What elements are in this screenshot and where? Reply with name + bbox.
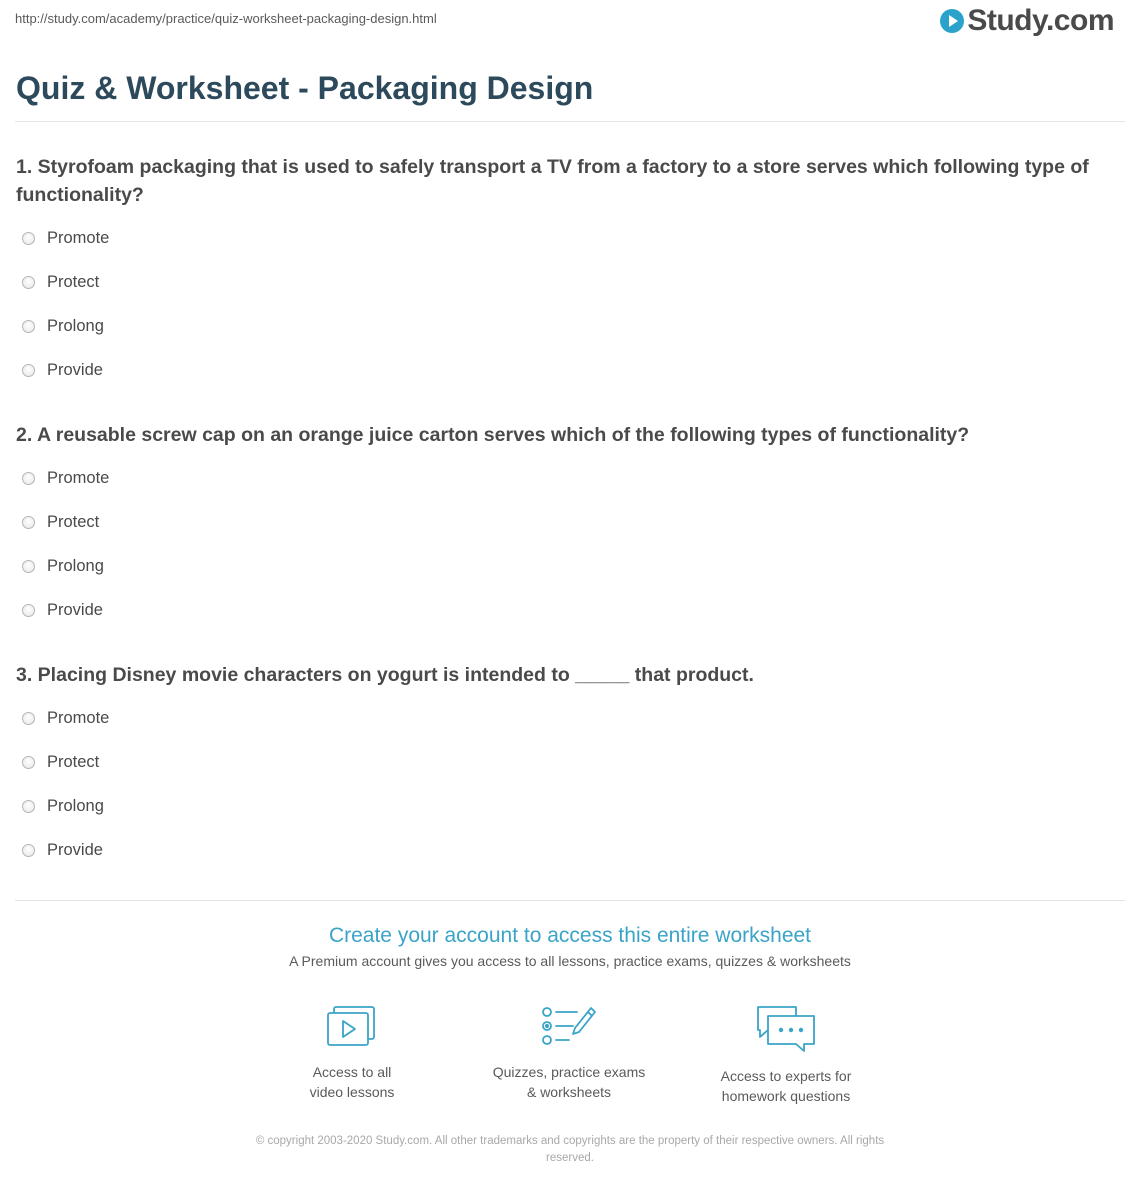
question-1: 1. Styrofoam packaging that is used to safely transport a TV from a factory to a store serves which following type of functionality?: [16, 156, 1089, 206]
feature-video-lessons: [252, 1004, 452, 1102]
page-title: Quiz & Worksheet - Packaging Design: [16, 70, 594, 106]
page-url: http://study.com/academy/practice/quiz-worksheet-packaging-design.html: [15, 11, 437, 26]
question-3-options: [22, 696, 109, 872]
option-label: Prolong: [47, 556, 104, 575]
radio-button[interactable]: [22, 472, 35, 485]
feature-label: Access to experts for: [720, 1068, 852, 1084]
option-label: Promote: [47, 708, 110, 727]
radio-button[interactable]: [22, 712, 35, 725]
answer-option[interactable]: [22, 544, 109, 588]
study-logo[interactable]: [940, 4, 1114, 38]
play-icon: [940, 9, 964, 33]
answer-option[interactable]: [22, 696, 109, 740]
radio-button[interactable]: [22, 756, 35, 769]
answer-option[interactable]: [22, 260, 109, 304]
option-label: Protect: [47, 512, 100, 531]
radio-button[interactable]: [22, 516, 35, 529]
title-divider: [15, 121, 1125, 122]
feature-experts: [686, 1004, 886, 1106]
radio-button[interactable]: [22, 800, 35, 813]
feature-label: homework questions: [721, 1088, 851, 1104]
create-account-link[interactable]: Create your account to access this entire worksheet: [328, 924, 812, 947]
answer-option[interactable]: [22, 588, 109, 632]
question-2: 2. A reusable screw cap on an orange juice carton serves which of the following types of functionality?: [16, 424, 970, 446]
option-label: Promote: [47, 228, 110, 247]
video-lessons-icon: [324, 1004, 380, 1050]
chat-bubbles-icon: [754, 1004, 818, 1054]
option-label: Protect: [47, 272, 100, 291]
answer-option[interactable]: [22, 456, 109, 500]
option-label: Protect: [47, 752, 100, 771]
radio-button[interactable]: [22, 604, 35, 617]
answer-option[interactable]: [22, 500, 109, 544]
radio-button[interactable]: [22, 320, 35, 333]
radio-button[interactable]: [22, 232, 35, 245]
feature-label: Access to all: [312, 1064, 392, 1080]
answer-option[interactable]: [22, 348, 109, 392]
answer-option[interactable]: [22, 828, 109, 872]
feature-label: video lessons: [309, 1084, 395, 1100]
option-label: Prolong: [47, 796, 104, 815]
radio-button[interactable]: [22, 844, 35, 857]
radio-button[interactable]: [22, 560, 35, 573]
question-2-options: [22, 456, 109, 632]
option-label: Provide: [47, 360, 103, 379]
answer-option[interactable]: [22, 216, 109, 260]
question-1-options: [22, 216, 109, 392]
feature-label: Quizzes, practice exams: [492, 1064, 646, 1080]
option-label: Prolong: [47, 316, 104, 335]
option-label: Provide: [47, 600, 103, 619]
answer-option[interactable]: [22, 784, 109, 828]
copyright-line: reserved.: [546, 1152, 594, 1164]
answer-option[interactable]: [22, 740, 109, 784]
feature-quizzes: [469, 1004, 669, 1102]
logo-text: Study.com: [967, 4, 1114, 37]
option-label: Provide: [47, 840, 103, 859]
option-label: Promote: [47, 468, 110, 487]
section-divider: [15, 900, 1125, 901]
copyright-line: © copyright 2003-2020 Study.com. All other trademarks and copyrights are the property of their respective owners. All rights: [255, 1135, 885, 1147]
radio-button[interactable]: [22, 364, 35, 377]
copyright-notice: [210, 1133, 930, 1167]
radio-button[interactable]: [22, 276, 35, 289]
quiz-checklist-icon: [539, 1004, 599, 1050]
feature-label: & worksheets: [526, 1084, 612, 1100]
cta-subtitle: A Premium account gives you access to all lessons, practice exams, quizzes & worksheets: [289, 953, 851, 969]
answer-option[interactable]: [22, 304, 109, 348]
question-3: 3. Placing Disney movie characters on yogurt is intended to _____ that product.: [16, 664, 754, 686]
